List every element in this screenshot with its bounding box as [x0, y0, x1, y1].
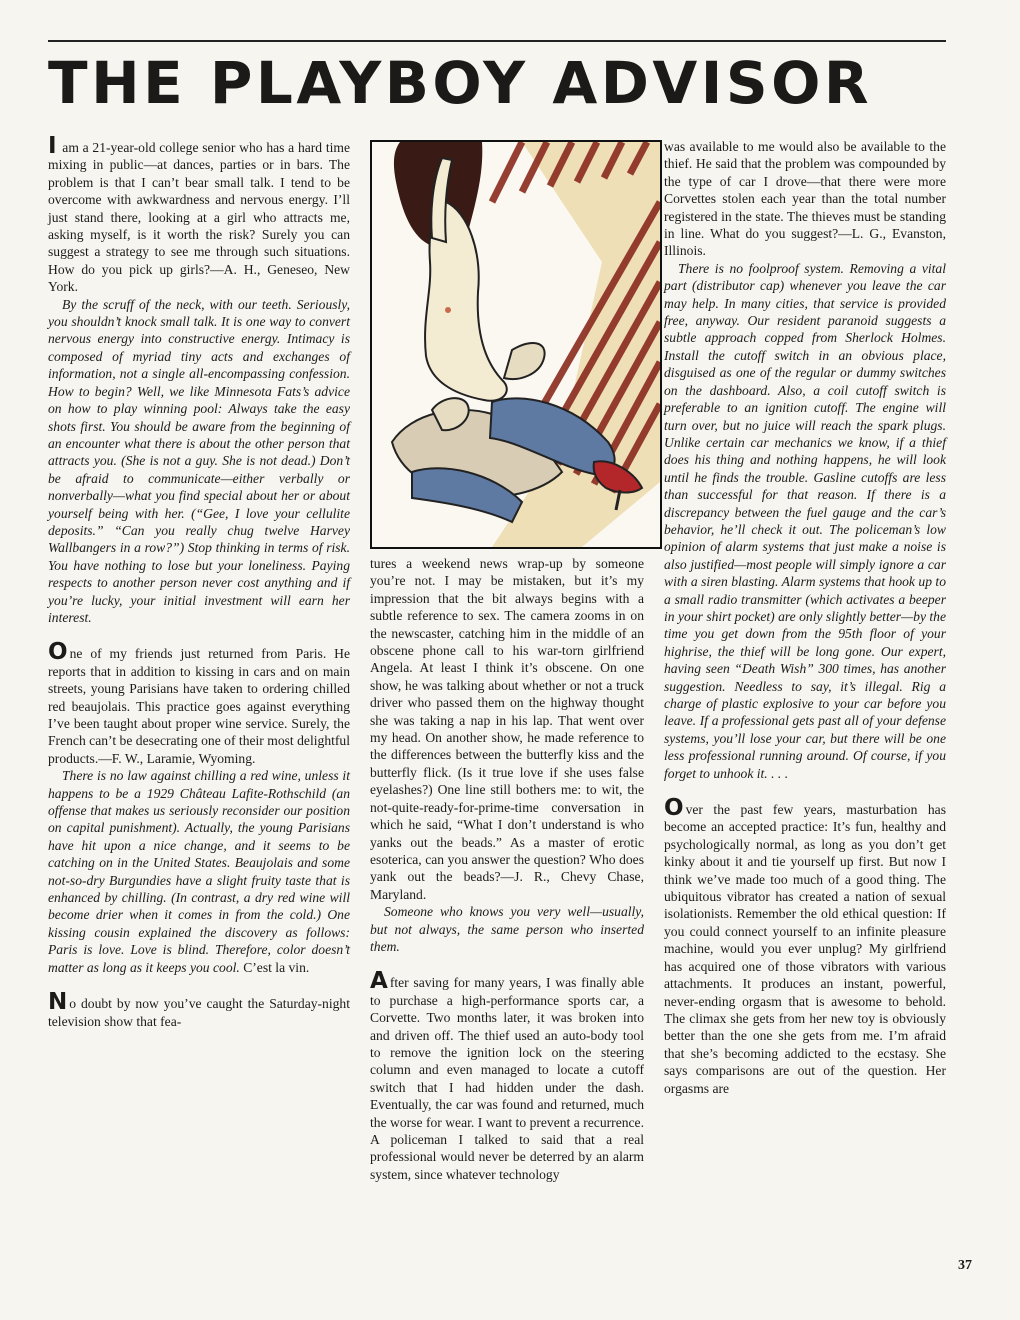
- advisor-answer: There is no foolproof system. Removing a vital part (distributor cap) whenever you leave the car may help. In many cities, that service is provided free, anyway. Our resident paranoid suggests a subtle approach copped from Sherlock Holmes. Install the cutoff switch in an obvious place, disguised as one of the regular or dummy switches on the dashboard. Also, a coil cutoff switch is preferable to an ignition cutoff. The engine will turn over, but no juice will reach the spark plugs. Unlike certain car mechanics we know, if a thief does his thing and nothing happens, he will look until he finds the trouble. Gasline cutoffs are less than successful for that reason. If there is a discrepancy between the fuel gauge and the car’s behavior, he’ll check it out. The policeman’s low opinion of alarm systems that just make a noise is also justified—most people will simply ignore a car with a siren blasting. Alarm systems that hook up to a small radio transmitter (which activates a beeper in your shirt pocket) are only slightly better—by the time you get down from the 95th floor of your highrise, the thief will be long gone. Our expert, having seen “Death Wish” 300 times, has another suggestion. Needless to say, it’s illegal. Rig a charge of plastic explosive to your car before you leave. If a professional gets past all of your defense systems, you’ll lose your car, but there will be one less professional running around. Of course, if you forget to unhook it. . . .: [664, 260, 946, 781]
- drop-cap: O: [48, 639, 68, 666]
- advisor-answer: By the scruff of the neck, with our teeth. Seriously, you shouldn’t knock small talk. It is one way to convert nervous energy into constructive energy. Intimacy is composed of myriad tiny acts and exchanges of information, not a single all-encompassing confession. How to begin? Well, we like Minnesota Fats’s advice on how to play winning pool: Always take the easy shots first. You should be aware from the beginning of an encounter what there is about the other person that attracts you. (She is not a guy. She is not dead.) Don’t be afraid to communicate—either verbally or nonverbally—what you find special about her or about yourself being with her. (“Gee, I love your cellulite deposits.” “Can you really chug twelve Harvey Wallbangers in a row?”) Stop thinking in terms of risk. You have nothing to lose but your loneliness. Paying respects to another person never cost anything and if you’re lucky, your initial investment will earn her interest.: [48, 296, 350, 625]
- question-text: ver the past few years, masturbation has become an accepted practice: It’s fun, healthy and psychologically normal, as long as you don’t get kinky about it and tie yourself up first. But now I think we’ve made too much of a good thing. The ubiquitous vibrator has created a nation of sexual isolationists. Remember the old ethical question: If you could connect yourself to an infinite pleasure machine, would you ever unplug? My girlfriend has acquired one of those vibrators with various attachments. It produces an instant, powerful, never-ending orgasm that is awesome to behold. The climax she gets from her new toy is obviously better than the one she gets from me. I’m afraid that she’s becoming addicted to the ecstasy. She says comparisons are out of the question. Her orgasms are: [664, 802, 946, 1096]
- letter-question: [370, 968, 644, 1183]
- letter-question: [48, 989, 350, 1030]
- page-title: THE PLAYBOY ADVISOR: [48, 49, 873, 117]
- couple-illustration: [372, 142, 660, 547]
- drop-cap: N: [48, 989, 68, 1016]
- letter-question: [664, 795, 946, 1097]
- question-text: ne of my friends just returned from Paris. He reports that in addition to kissing in cars and on main streets, young Parisians have taken to ordering chilled red beaujolais. This practice goes against everything I’ve been taught about proper wine service. Surely, the French can’t be desecrating one of their most delightful products.—F. W., Laramie, Wyoming.: [48, 646, 350, 766]
- letter-question: [48, 133, 350, 296]
- column-3: [664, 138, 946, 1097]
- answer-text: There is no law against chilling a red wine, unless it happens to be a 1929 Château Lafite-Rothschild (an offense that makes us seriously reconsider our position on capital punishment). Actually, the young Parisians have hit upon a nice change, and it seems to be catching on in the United States. Beaujolais and some not-so-dry Burgundies have a slight fruity taste that is enhanced by chilling. (In contrast, a dry red wine will become drier when it comes in from the cold.) One kissing cousin explained the discovery as follows: Paris is love. Love is blind. Therefore, color doesn’t matter as long as it keeps you cool.: [48, 768, 350, 975]
- question-continued: tures a weekend news wrap-up by someone you’re not. I may be mistaken, but it’s my impression that the bit always begins with a subtle reference to sex. The camera zooms in on the newscaster, catching him in the middle of an obscene phone call to his war-torn girlfriend Angela. At least I think it’s obscene. On one show, he was talking about whether or not a truck driver who passed them on the highway thought she was taking a nap in his lap. That went over my head. On another show, he made reference to the differences between the butterfly kiss and the butterfly flick. (Is it true love if she uses false eyelashes?) One line still bothers me: to wit, the not-quite-ready-for-prime-time conversation in which he said, “What I don’t understand is who yanks out the beads.” As a master of erotic esoterica, can you answer the question? Who does yank out the beads?—J. R., Chevy Chase, Maryland.: [370, 556, 644, 902]
- drop-cap: I: [48, 133, 57, 159]
- question-text: o doubt by now you’ve caught the Saturday-night television show that fea-: [48, 996, 350, 1029]
- drop-cap: O: [664, 795, 684, 822]
- answer-tail: C’est la vin.: [239, 959, 310, 975]
- column-2: [370, 555, 644, 1183]
- top-rule: [48, 40, 946, 42]
- illustration: [370, 140, 662, 549]
- page-number: 37: [958, 1258, 972, 1273]
- question-text: am a 21-year-old college senior who has a hard time mixing in public—at dances, parties or in bars. The problem is that I can’t bear small talk. I tend to be overcome with awkwardness and nervous energy. I’ll just stand there, looking at a girl who attracts me, asking myself, is it worth the risk? Surely you can suggest a strategy to see me through such situations. How do you pick up girls?—A. H., Geneseo, New York.: [48, 140, 350, 295]
- letter-question: [48, 639, 350, 767]
- question-text: fter saving for many years, I was finally able to purchase a high-performance sports car, a Corvette. Two months later, it was broken into and driven off. The thief used an auto-body tool to remove the ignition lock on the steering column and even managed to locate a cutoff switch that I had hidden under the dash. Eventually, the car was found and returned, much the worse for wear. I want to prevent a recurrence. A policeman I talked to said that a real professional would never be deterred by an alarm system, since whatever technology: [370, 975, 644, 1182]
- column-1: [48, 133, 350, 1030]
- question-continued: was available to me would also be available to the thief. He said that the problem was compounded by the type of car I drove—that there were more Corvettes stolen each year than the total number registered in the state. The thieves must be standing in line. What do you suggest?—L. G., Evanston, Illinois.: [664, 139, 946, 259]
- drop-cap: A: [370, 968, 388, 995]
- advisor-answer: Someone who knows you very well—usually, but not always, the same person who inserted them.: [370, 904, 644, 954]
- advisor-answer: [48, 767, 350, 976]
